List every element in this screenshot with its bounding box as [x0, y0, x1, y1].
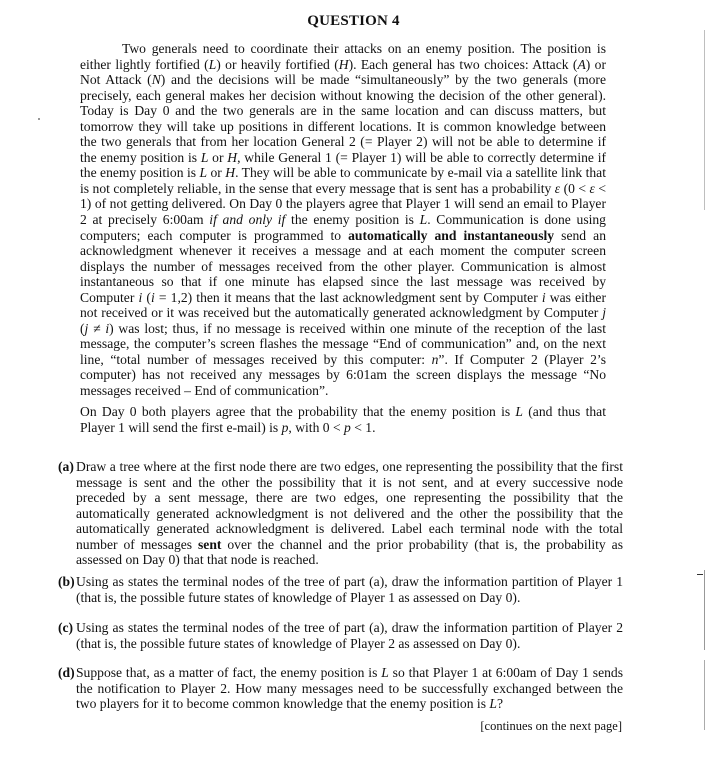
question-title: QUESTION 4: [307, 13, 400, 29]
part-d-label: (d): [58, 665, 75, 680]
scan-edge-line: [704, 660, 705, 730]
part-b: [58, 574, 623, 605]
part-a-label: (a): [58, 459, 74, 474]
part-b-text: Using as states the terminal nodes of the tree of part (a), draw the information partition of Player 1 (that is, the possible future states of knowledge of Player 1 as assessed on Day 0).: [76, 574, 623, 605]
part-a: [58, 459, 623, 568]
part-d-text: Suppose that, as a matter of fact, the enemy position is L so that Player 1 at 6:00am of Day 1 sends the notification to Player 2. How many messages need to be successfully exchanged between the two players for it to become common knowledge that the enemy position is L?: [76, 665, 624, 712]
part-c: [58, 620, 623, 651]
scan-edge-tick: [697, 574, 703, 575]
part-c-text: Using as states the terminal nodes of the tree of part (a), draw the information partition of Player 2 (that is, the possible future states of knowledge of Player 2 as assessed on Day 0).: [76, 620, 623, 651]
scan-edge-line: [704, 570, 705, 650]
part-c-label: (c): [58, 620, 74, 635]
part-a-text: Draw a tree where at the first node there are two edges, one representing the possibility that the first message is sent and the other the possibility that it is not sent, and at every successive node preceded by a sent message, there are two edges, one representing the possibility that the automatically generated acknowledgment is not delivered and the other the possibility that the automatically generated acknowledgment is delivered. Label each terminal node with the total number of messages sent over the channel and the prior probability (that is, the probability as assessed on Day 0) that that node is reached.: [76, 459, 623, 568]
scan-speck: [38, 118, 40, 120]
part-d: [58, 665, 623, 712]
part-b-label: (b): [58, 574, 75, 589]
intro-paragraph: Two generals need to coordinate their attacks on an enemy position. The position is either lightly fortified (L) or heavily fortified (H). Each general has two choices: Attack (A) or Not Attack (N) and the decisions will be made “simultaneously” by the two generals (more precisely, each general makes her decision without knowing the decision of the other general). Today is Day 0 and the two generals are in the same location and can discuss matters, but tomorrow they will take up positions in different locations. It is common knowledge between the two generals that from her location General 2 (= Player 2) will not be able to determine if the enemy position is L or H, while General 1 (= Player 1) will be able to correctly determine if the enemy position is L or H. They will be able to communicate by e-mail via a satellite link that is not completely reliable, in the sense that every message that is sent has a probability ε (0 < ε < 1) of not getting delivered. On Day 0 the players agree that Player 1 will send an email to Player 2 at precisely 6:00am if and only if the enemy position is L. Communication is done using computers; each computer is programmed to automatically and instantaneously send an acknowledgment whenever it receives a message and at each moment the computer screen displays the number of messages received from the other player. Communication is almost instantaneous so that if one minute has elapsed since the last message was received by Computer i (i = 1,2) then it means that the last acknowledgment sent by Computer i was either not received or it was received but the automatically generated acknowledgment by Computer j (j ≠ i) was lost; thus, if no message is received within one minute of the reception of the last message, the computer’s screen flashes the message “End of communication” and, on the next line, “total number of messages received by this computer: n”. If Computer 2 (Player 2’s computer) has not received any messages by 6:01am the screen displays the message “No messages received – End of communication”.: [80, 41, 607, 399]
day0-paragraph: On Day 0 both players agree that the probability that the enemy position is L (and thus that Player 1 will send the first e-mail) is p, with 0 < p < 1.: [80, 404, 606, 435]
scan-edge-line: [704, 30, 705, 210]
continues-note: [continues on the next page]: [480, 719, 622, 733]
